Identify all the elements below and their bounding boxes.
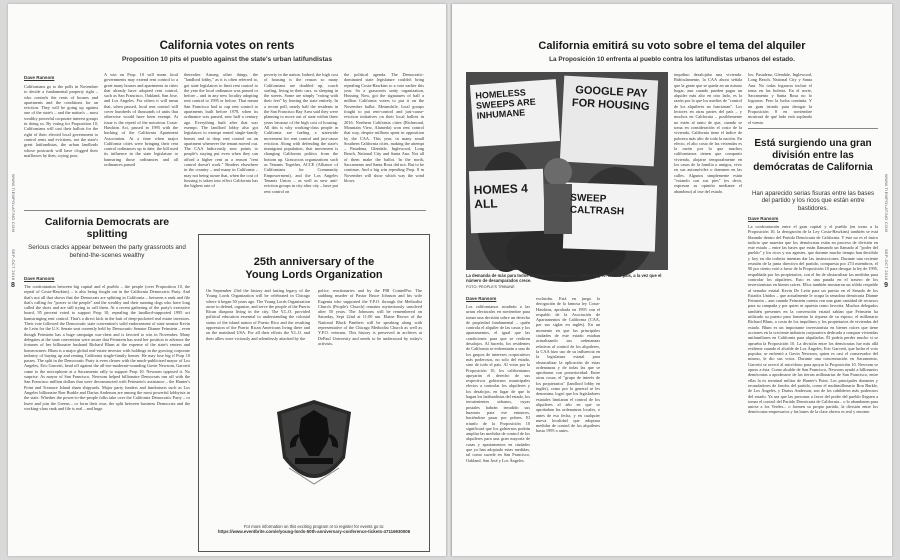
photo-caption: La demanda de más para todos está tomando fuerza en California y en todo el país, a la vez que el número de desamparados crece.: [466, 273, 662, 283]
photo-credit: FOTO: PEOPLE'S TRIBUNE: [466, 285, 515, 289]
left-side-label: WWW.TIEMPOLATINO.COM: [11, 174, 16, 233]
section-rule: [24, 210, 426, 211]
young-lords-info: For more information on this exciting program or to register for events go to:: [243, 524, 385, 529]
sign-google: GOOGLE PAY FOR HOUSING: [571, 84, 650, 114]
young-lords-col-1: On September 23rd the history and lasting legacy of the Young Lords Organization will be celebrated in Chicago where it began 50 years ago. The Young Lords Organization arose to defend, organize, and serve the people of the Puerto Rican diaspora living in the city. The Y.L.O. provided political education essential to understanding the colonial status of the island nation of Puerto Rico and the resulting oppression of the Puerto Rican Americans living there and on the mainland USA. For all their efforts the Y.L.O. and their allies were viciously and relentlessly attacked by the: [206, 288, 310, 341]
sidebar-rule: [748, 128, 878, 129]
division-body: La confrontación entre el gran capital y el pueblo (en torno a la Proposición 10, la derogación de la Ley Costa-Hawkins) también se está librando dentro del Partido Demócrata de California. Y éste no es el único indicio que muestra que los demócratas están en proceso de división en este estado – entre las bases que están llamando un llamado al "poder del pueblo" y los ricos y sus agentes, que durante mucho tiempo han decidido y hoy en día todavía intentan dar las instrucciones. Durante una reciente reunión de la junta directiva del partido, compuesta por 274 miembros, el 90 por ciento votó a favor de la Proposición 10 para derogar la ley de 1995, respaldada por los propietarios, con el fin de obstaculizar las medidas para controlar los alquileres. Esto es una patada en el trasero de los inversionistas en bienes raíces. Ellos también mostraron un sólido respaldo al senador estatal Kevin De León para un puesto en el Senado de los Estados Unidos – que actualmente le ocupa la senadora demócrata Dianne Feinstein – aun cuando Feinstein cuenta con una gran cantidad de recursos para su campaña y por quien se apuesta como favorita. Muchos delegados también presentes en la convención estatal sabían que Feinstein ha utilizado su puesto para fomentar la riqueza de su esposo, el millonario Richard Blum, a costa de los inquilinos y los propietarios de viviendas del estado. Blum es un importante inversionista en bienes raíces que tiene acciones en la creciente industria corporativa dedicada a comprar viviendas unifamiliares en California para alquilarlas. Él podría perder mucho si se aprueba la Proposición 10. La división entre los demócratas fue más allá evidente cuando el alcalde de Los Ángeles, Eric Garcetti, que lucha el voto popular, se enfrentó a Gavin Newsom, quien es casi el conservador del mismo, le dio sus votos. Durante una concentración en Sacramento, Garcetti se acercó al micrófono para apoyar la Proposición 10. Newsom se opuso a ésta. Como alcalde de San Francisco, Newsom ayudó a billonarios demócratas a apoderarse de las tierras millonarias de San Francisco, entre ellas la ex terminal militar de Hunter's Point. Los principales donantes y recaudadores de fondos del partido, como el multimillonario Ron Burkle, de Los Ángeles, y Darius Anderson, son de los cabilderos más poderosos del estado. Ya sea que las personas a favor del poder del pueblo lleguen a tomar el control del Partido Demócrata de California... o lo abandonen para unirse a los Verdes... o formen su propio partido, la división entre los demócratas empresarios y las bases de la clase obrera es real y enorme.: [748, 224, 878, 415]
deck-democrats: Serious cracks appear between the party grassroots and behind-the-scenes wealthy: [28, 244, 186, 259]
byline-division: Dave Ransom: [748, 216, 779, 221]
headline-democrats: [24, 216, 190, 240]
byline-rents: Dave Ransom: [24, 75, 55, 80]
deck-alquiler: La Proposición 10 enfrenta al pueblo contra los latifundistas urbanos del estado.: [549, 56, 795, 63]
byline-alquiler: Dave Ransom: [466, 296, 497, 301]
sign-homeless: HOMELESS SWEEPS ARE INHUMANE: [475, 87, 536, 121]
left-page-number: 8: [11, 282, 15, 289]
right-page: [452, 4, 892, 556]
headline-alquiler: California emitirá su voto sobre el tema del alquiler: [538, 40, 806, 52]
democrats-body: The confrontation between big capital and el pueblo – the people (over Proposition 10, the repeal of Costa-Hawkins) – is also being fought out in the California Democratic Party. And that's not all that shows that the Democrats are splitting in California – between a rank and file that's calling for "power to the people" and the wealthy and their running dogs who have long called the shots and are still trying to call them. At a recent gathering of the party's executive board, 95 percent voted to support Prop 10, repealing the landlord-supported 1995 act hamstringing rent control. That's a direct kick in the butt of deep-pocketed real estate investors. Their vote followed the Democratic state convention's solid endorsement of state senator Kevin de León for the U.S. Senate seat currently held by Democratic Senator Dianne Feinstein – even though Feinstein has a huge campaign war-chest and is favored to win in November. Many delegates at the state convention were aware that Feinstein has used her position to advance the fortunes of her billionaire husband Richard Blum at the expense of the state's renters and homeowners. Blum is a major global real-estate investor with holdings in the growing corporate industry of buying up and renting California single-family homes. He may lose big if Prop 10 passes. The split in the Democratic Party is even clearer with the much-publicized mayor of Los Angeles, Eric Garcetti, head off against the all-too-moderate-sounding Gavin Newsom, Garcetti came to the microphone at a Sacramento rally to support Prop 10. Newsom opposed it. No surprise. As mayor of San Francisco, Newsom helped billionaire Democrats run off with the San Francisco million dollars that were deconstructed with Feinstein's assistance – the Hunter's Point and Treasure Island sham shipyards. Major party funders and fundraisers such as Los Angeles billionaire Ron Burkle and Darius Anderson are among the most powerful lobbyists in the state. Whether the power-to-the-people folks take over the California Democratic Party – or leave and join the Greens... or form their own, the split between business Democrats and the working-class rank and file is real – and huge.: [24, 284, 190, 411]
left-folio: SEP-OCT 2018: [11, 249, 16, 281]
rents-col-3: thereafter. Among other things, the "landlord lobby," as it is often referred to, got state legislators to limit rent control to the year the local ordinance was passed or before – and in any new locality adopting rent control to 1995 or before. That meant San Francisco had to cap rent control to apartments built before 1978, when its ordinance was passed, now half a century ago. Everything built after that was exempt. The landlord lobby also got legislators to exempt rented single-family homes and to drop rent control on an apartment whenever the tenant moved out. The CAA ludicrously now points to people's staying put even when they can afford a higher rent as a reason "rent control doesn't work." Readers elsewhere in the country – and many in California – may not being aware that, when the cost of housing is taken into effect California has the highest rate of: [184, 72, 258, 189]
sign-homes: HOMES 4 ALL: [473, 181, 529, 212]
alquiler-col-3-lower: [606, 296, 670, 550]
right-folio: SEP-OCT 2018: [884, 249, 889, 281]
young-lords-link[interactable]: https://www.eventbrite.com/e/young-lords-50th-anniversary-conference-tickets-47116930006: [217, 529, 411, 534]
alquiler-col-4: los: Pasadena, Glendale, Inglewood, Long Beach, National City y Santa Ana. No todas lograron incluir el tema en las boletas. En el norte, Sacramento y Santa Rosa no lo lograron. Pero la lucha continúa. Y un gran triunfo para derogar la Proposición 8 en noviembre mostrará de qué lado está soplando el viento.: [748, 72, 812, 125]
alquiler-col-3: inquilino desalojaba una vivienda. Ridículamente, la CAA ahora señala que la gente que se queda en un mismo hogar, aun cuando pueden pagar un alquiler más alto en otro lado, es la razón por la que los medios de "control de los alquileres no funcionan". Los lectores en otras partes del país – y muchos en California – posiblemente no estén al tanto de que, cuando se toma en consideración el costo de la vivienda, California tiene el índice de pobreza más alto de toda la nación. En efecto, el alto costo de las viviendas es la razón por la que muchos californianos tienen que compartir vivienda, alojarse temporalmente en los casas de la familia o amigos, vivir en sus automóviles o duermen en las calles. Algunos simplemente están "votando con sus pies" (es decir, expresan su opinión mediante el abandono) al irse del estado.: [674, 72, 742, 194]
left-page: [8, 4, 446, 556]
rents-col-4: poverty in the nation. Indeed, the high cost of housing is the reason so many Californians are doubled up, couch surfing, living in their cars, or sleeping in the streets. Some are simply "voting with their feet" by leaving the state entirely. In a recent poll, nearly half the residents in the San Francisco Bay Area said they were planning to move out of state within three years because of the high cost of housing. All this is why working-class people in California are fueling a statewide movement for rent control and just-cause eviction. Along with defending the state's immigrant population, that movement is changing California politics from the bottom up. Grassroots organizations such as Tenants Together, ACCE (Alliance of Californians for Community Empowerment), and the Los Angeles Tenants Union – as well as new anti-eviction groups in city after city – have put rent control on: [264, 72, 338, 194]
headline-young-lords-line2: Young Lords Organization: [245, 269, 383, 281]
rents-col-5: the political agenda. The Democratic-dominated state legislature couldn't bring repealing Costa-Hawkins to a vote earlier this year. So a grassroots unity organization, Housing Now, got the signatures of half a million California voters to put it on the November ballot. Meanwhile, local groups fought to put rent-control and just-cause-eviction initiatives on their local ballots in 2016. Northern California cities (Richmond, Mountain View, Alameda) won rent control that way, despite millions spent in opposition by the CAA. This year, in many small Southern California cities, making the attempt – Pasadena, Glendale, Inglewood, Long Beach, National City and Santa Ana. Not all of them make the ballot. In the north, Sacramento and Santa Rosa did not. But to be continue, And a big win repealing Prop. 8 in November will show which way the wind blows.: [344, 72, 424, 183]
young-lords-logo: [269, 394, 359, 504]
rents-col-1: Californians go to the polls in November to decide a fundamental property right – who controls the rents of houses and apartments and the conditions for an eviction. They will be going up against one of the state's – and the nation's – most wealthy powerful corporate interest groups in doing so. By voting for Proposition 10, Californians will cast their ballots for the right of their elected local government to control rents and evictions, not the state's great latifundistas, the urban landlords whose postcards will have clogged their mailboxes by then, crying poor.: [24, 84, 98, 158]
deck-rents: Proposition 10 pits el pueblo against the state's urban latifundistas: [121, 56, 333, 63]
headline-young-lords: [198, 256, 430, 282]
byline-democrats: Dave Ransom: [24, 276, 55, 281]
right-page-number: 9: [884, 282, 888, 289]
right-side-label: WWW.TIEMPOLATINO.COM: [884, 174, 889, 233]
headline-young-lords-line1: 25th anniversary of the: [253, 256, 375, 268]
headline-democrats-text: California Democrats are splitting: [44, 216, 170, 240]
alquiler-col-2: excluidas. Está en juego la derogación de la famosa ley Costa-Hawkins, aprobada en 1995 con el respaldo de la Asociación de Apartamentos de California (CAA, por sus siglas en inglés). En un momento en que las principales ciudades de este estado estaban actualizando sus ordenanzas relativas al control de los alquileres, la CAA hizo uso de su influencia en la legislatura estatal para obstaculizar la aplicación de estas ordenanzas y de todas las que se aprobaron con posterioridad. Entre otras cosas, el "grupo de interés de los propietarios" (landlord lobby en inglés), como por lo general se les denomina, logró que los legisladores estatales limitaran el control de los alquileres al año en que se aprobaban las ordenanzas locales, o antes de esa fecha, y en cualquier nueva localidad que adoptara medidas de control de los alquileres hasta 1995 o antes.: [536, 296, 600, 434]
alquiler-col-5: [818, 72, 878, 122]
rents-col-2: A win on Prop. 10 will mean local governments may extend rent control to a great many houses and apartments in cities that already have adopted rent control, such as San Francisco, Oakland, San Jose, and Los Angeles. For others it will mean that, when passed, local rent control will cover hundreds of thousands of units that otherwise would have been exempt. At issue is the repeal of the notorious Costa-Hawkins Act, passed in 1995 with the backing of the California Apartment Association. At a time when major California cities were bringing their rent control ordinances up to date, the bill used its influence in the state legislature to hamstring those ordinances and all ordinances passed: [104, 72, 178, 168]
deck-division: Han aparecido serias fisuras entre las bases del partido y los ricos que están entre bastidores.: [751, 190, 875, 212]
alquiler-col-1: Los californianos acudirán a las urnas electorales en noviembre para tomar una decisión sobre un derecho de propiedad fundamental – quién controla el alquiler de las casas y los apartamentos, el igual que las condiciones para que se realicen desalojos. Al hacerlo, los residentes de California se enfrentarán a uno de los grupos de intereses corporativos más poderosos, no solo del estado, sino de todo el país. Al votar por la Proposición 10, los californianos apoyarán el derecho de sus respectivos gobiernos municipales electos a controlar los alquileres y los desalojos, en lugar de que lo hagan los latifundistas del estado, los terratenientes urbanos, cuyas postales habrán invadido sus buzones para ese entonces, haciéndose pasar por pobres. El triunfo de la Proposición 10 significará que los gobiernos podrán ampliar las medidas de control de los alquileres para una gran mayoría de casas y apartamentos en ciudades que ya han adoptado estas medidas, tal como sucede en San Francisco, Oakland, San José y Los Ángeles.: [466, 304, 530, 463]
headline-rents: California votes on rents: [159, 40, 295, 52]
headline-division: Está surgiendo una gran división entre las demócratas de California: [753, 138, 873, 173]
young-lords-footer: [202, 524, 426, 534]
young-lords-col-2: police, reactionaries and by the FBI CointelPro. The stabbing murder of Pastor Bruce Johnson and his wife Eugenia who supported the Y.P.O. through the Methodist Church (People's Church) remains mysteriously unsolved after 50 years. The Johnsons will be remembered on Saturday, Sept 22nd at 11:00 am. Elaine Brown of the National Black Panthers will be speaking along with representative of the Chicago Methodist Church as well as Y.P.O. veterans. This history is preserved in archives at DePaul University and needs to be understood by today's activists.: [318, 288, 422, 346]
sign-sweep: SWEEP CALTRASH: [569, 192, 625, 218]
protest-photo: [466, 72, 668, 270]
